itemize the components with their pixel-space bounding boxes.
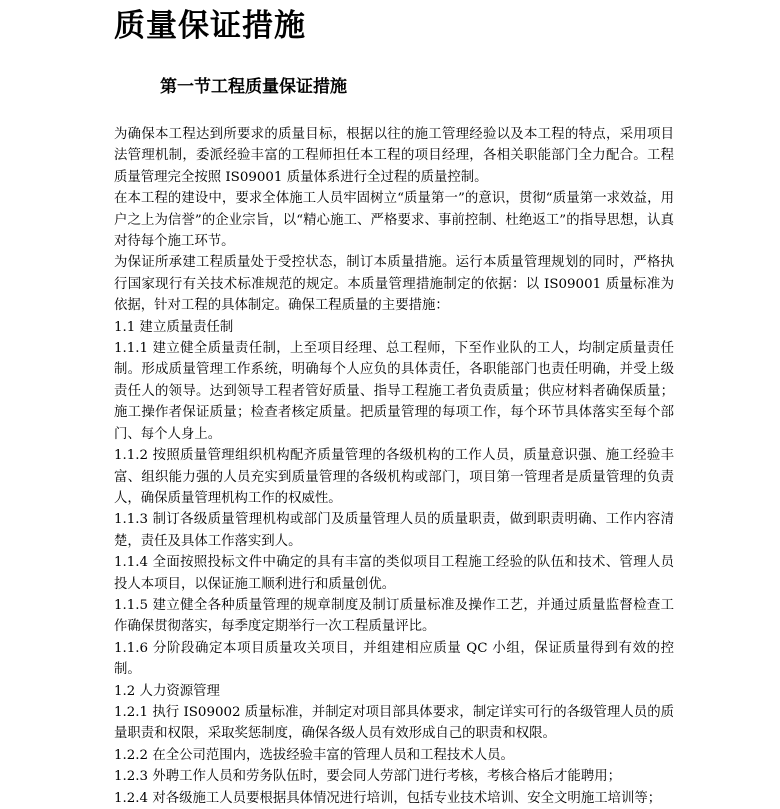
paragraph-1-1-2: 1.1.2 按照质量管理组织机构配齐质量管理的各级机构的工作人员，质量意识强、施工经验丰富、组织能力强的人员充实到质量管理的各级机构或部门，项目第一管理者是质量管理的负责人，确保质量管理机构工作的权威性。 xyxy=(114,448,674,506)
paragraph-1-1-3: 1.1.3 制订各级质量管理机构或部门及质量管理人员的质量职责，做到职责明确、工作内容清楚，责任及具体工作落实到人。 xyxy=(114,512,674,549)
paragraph-1-1-4: 1.1.4 全面按照投标文件中确定的具有丰富的类似项目工程施工经验的队伍和技术、管理人员投人本项目，以保证施工顺利进行和质量创优。 xyxy=(114,555,674,592)
document-body xyxy=(114,124,674,809)
section-title: 第一节工程质量保证措施 xyxy=(160,77,347,97)
paragraph-1-2-1: 1.2.1 执行 IS09002 质量标准，并制定对项目部具体要求，制定详实可行的各级管理人员的质量职责和权限，采取奖惩制度，确保各级人员有效形成自己的职责和权限。 xyxy=(114,704,674,742)
paragraph-intro: 为确保本工程达到所要求的质量目标，根据以往的施工管理经验以及本工程的特点，采用项目法管理机制，委派经验丰富的工程师担任本工程的项目经理，各相关职能部门全力配合。工程质量管理完全按照 IS09001 质量体系进行全过程的质量控制。 xyxy=(114,127,674,185)
paragraph-1-2-3: 1.2.3 外聘工作人员和劳务队伍时，要会同人劳部门进行考核，考核合格后才能聘用； xyxy=(114,769,621,785)
paragraph-quality-measures: 为保证所承建工程质量处于受控状态，制订本质量措施。运行本质量管理规划的同时，严格执行国家现行有关技术标准规范的规定。本质量管理措施制定的依据：以 IS09001 质量标准为依据，针对工程的具体制定。确保工程质量的主要措施： xyxy=(114,255,674,314)
paragraph-1-1-6: 1.1.6 分阶段确定本项目质量攻关项目，并组建相应质量 QC 小组，保证质量得到有效的控制。 xyxy=(114,640,674,678)
heading-1-2: 1.2 人力资源管理 xyxy=(114,683,220,699)
paragraph-1-2-2: 1.2.2 在全公司范围内，选拔经验丰富的管理人员和工程技术人员。 xyxy=(114,747,514,763)
paragraph-quality-first: 在本工程的建设中，要求全体施工人员牢固树立“质量第一”的意识，贯彻“质量第一求效益，用户之上为信誉”的企业宗旨，以“精心施工、严格要求、事前控制、杜绝返工”的指导思想，认真对待每个施工环节。 xyxy=(114,191,674,250)
paragraph-1-2-4: 1.2.4 对各级施工人员要根据具体情况进行培训，包括专业技术培训、安全文明施工培训等； xyxy=(114,790,662,806)
document-title: 质量保证措施 xyxy=(114,8,306,44)
paragraph-1-1-5: 1.1.5 建立健全各种质量管理的规章制度及制订质量标准及操作工艺，并通过质量监督检查工作确保贯彻落实，每季度定期举行一次工程质量评比。 xyxy=(114,597,674,635)
paragraph-1-1-1: 1.1.1 建立健全质量责任制，上至项目经理、总工程师，下至作业队的工人，均制定质量责任制。形成质量管理工作系统，明确每个人应负的具体责任，各职能部门也责任明确，并受上级责任人的领导。达到领导工程者管好质量、指导工程施工者负责质量；供应材料者确保质量；施工操作者保证质量；检查者核定质量。把质量管理的每项工作，每个环节具体落实至每个部门、每个人身上。 xyxy=(114,341,674,442)
heading-1-1: 1.1 建立质量责任制 xyxy=(114,319,234,335)
